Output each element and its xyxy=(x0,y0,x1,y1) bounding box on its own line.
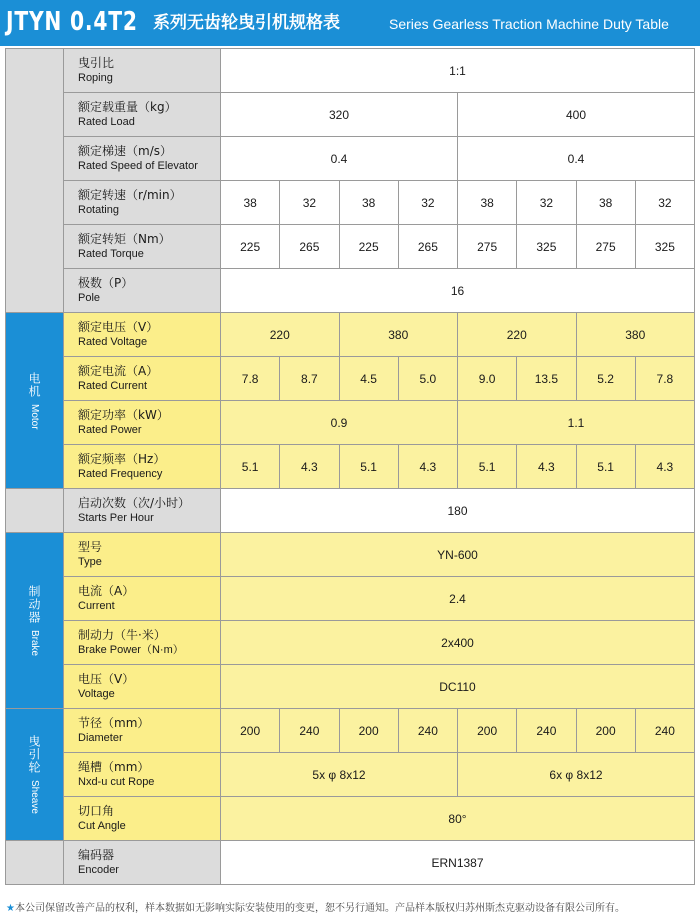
row-pole xyxy=(6,269,695,313)
row-rated-torque xyxy=(6,225,695,269)
row-label xyxy=(64,841,221,885)
value-cell: 5.1 xyxy=(221,445,280,489)
row-label xyxy=(64,49,221,93)
value-cell: 32 xyxy=(517,181,576,225)
value-cell: 200 xyxy=(576,709,635,753)
value-cell: 275 xyxy=(576,225,635,269)
value-cell: 4.3 xyxy=(280,445,339,489)
title-bar xyxy=(0,0,700,46)
value-cell: 7.8 xyxy=(635,357,694,401)
row-label xyxy=(64,93,221,137)
label-zh: 启动次数（次/小时） xyxy=(78,496,191,510)
section-label-zh: 电机 xyxy=(27,371,41,398)
section-blank xyxy=(6,841,64,885)
row-brake-power xyxy=(6,621,695,665)
footer-note xyxy=(6,899,696,914)
row-rope-grooves xyxy=(6,753,695,797)
value-cell: 380 xyxy=(339,313,458,357)
title-english: Series Gearless Traction Machine Duty Table xyxy=(389,16,669,32)
label-zh: 额定转矩（Nm） xyxy=(78,232,171,246)
value-cell: 400 xyxy=(458,93,695,137)
value-cell: 38 xyxy=(221,181,280,225)
value-cell: 4.3 xyxy=(517,445,576,489)
label-en: Voltage xyxy=(78,688,115,700)
label-zh: 额定梯速（m/s） xyxy=(78,144,172,158)
value-cell: 5.2 xyxy=(576,357,635,401)
value-cell: 32 xyxy=(280,181,339,225)
label-zh: 切口角 xyxy=(78,804,115,818)
footer-text: 本公司保留改善产品的权利，样本数据如无影响实际安装使用的变更，恕不另行通知。产品样本版权归苏州斯杰克驱动设备有限公司所有。 xyxy=(14,903,625,914)
value-cell: 1:1 xyxy=(221,49,695,93)
value-cell: 4.5 xyxy=(339,357,398,401)
value-cell: 0.4 xyxy=(221,137,458,181)
row-label xyxy=(64,753,221,797)
label-en: Brake Power（N·m） xyxy=(78,644,184,656)
label-zh: 额定载重量（kg） xyxy=(78,100,177,114)
row-rated-power xyxy=(6,401,695,445)
label-en: Current xyxy=(78,600,115,612)
value-cell: 32 xyxy=(635,181,694,225)
value-cell: 80° xyxy=(221,797,695,841)
label-en: Encoder xyxy=(78,864,119,876)
row-label xyxy=(64,489,221,533)
value-cell: 4.3 xyxy=(398,445,457,489)
value-cell: YN-600 xyxy=(221,533,695,577)
value-cell: 5.1 xyxy=(576,445,635,489)
label-en: Rated Torque xyxy=(78,248,144,260)
label-zh: 额定转速（r/min） xyxy=(78,188,182,202)
value-cell: 325 xyxy=(517,225,576,269)
row-cut-angle xyxy=(6,797,695,841)
label-zh: 电流（A） xyxy=(78,584,135,598)
value-cell: 5x φ 8x12 xyxy=(221,753,458,797)
value-cell: 325 xyxy=(635,225,694,269)
row-label xyxy=(64,137,221,181)
label-en: Cut Angle xyxy=(78,820,126,832)
value-cell: 200 xyxy=(339,709,398,753)
section-label-en: Brake xyxy=(29,629,40,657)
label-en: Rated Voltage xyxy=(78,336,148,348)
value-cell: 265 xyxy=(398,225,457,269)
label-zh: 额定电压（V） xyxy=(78,320,159,334)
value-cell: 225 xyxy=(339,225,398,269)
label-zh: 电压（V） xyxy=(78,672,135,686)
row-rated-load xyxy=(6,93,695,137)
label-en: Rated Power xyxy=(78,424,142,436)
value-cell: DC110 xyxy=(221,665,695,709)
row-label xyxy=(64,577,221,621)
value-cell: 240 xyxy=(517,709,576,753)
section-motor xyxy=(6,313,64,489)
section-label-en: Sheave xyxy=(29,780,40,814)
row-brake-current xyxy=(6,577,695,621)
label-en: Nxd-u cut Rope xyxy=(78,776,155,788)
row-brake-voltage xyxy=(6,665,695,709)
label-en: Rated Current xyxy=(78,380,148,392)
row-label xyxy=(64,709,221,753)
value-cell: 200 xyxy=(458,709,517,753)
value-cell: 240 xyxy=(398,709,457,753)
row-rated-frequency xyxy=(6,445,695,489)
label-en: Roping xyxy=(78,72,113,84)
row-label xyxy=(64,797,221,841)
label-zh: 额定频率（Hz） xyxy=(78,452,166,466)
row-label xyxy=(64,665,221,709)
row-rated-voltage xyxy=(6,313,695,357)
row-rated-speed xyxy=(6,137,695,181)
row-roping xyxy=(6,49,695,93)
label-en: Rated Frequency xyxy=(78,468,163,480)
label-en: Starts Per Hour xyxy=(78,512,154,524)
label-zh: 节径（mm） xyxy=(78,716,150,730)
label-zh: 编码器 xyxy=(78,848,115,862)
row-label xyxy=(64,313,221,357)
value-cell: 5.1 xyxy=(339,445,398,489)
section-brake xyxy=(6,533,64,709)
section-label-en: Motor xyxy=(29,403,40,430)
value-cell: 9.0 xyxy=(458,357,517,401)
value-cell: 38 xyxy=(576,181,635,225)
section-blank xyxy=(6,49,64,313)
label-zh: 型号 xyxy=(78,540,103,554)
label-zh: 额定功率（kW） xyxy=(78,408,169,422)
label-zh: 额定电流（A） xyxy=(78,364,159,378)
row-rotating xyxy=(6,181,695,225)
row-encoder xyxy=(6,841,695,885)
row-label xyxy=(64,225,221,269)
value-cell: 240 xyxy=(635,709,694,753)
row-label xyxy=(64,269,221,313)
value-cell: 1.1 xyxy=(458,401,695,445)
value-cell: 7.8 xyxy=(221,357,280,401)
label-en: Rotating xyxy=(78,204,119,216)
label-en: Rated Load xyxy=(78,116,135,128)
star-icon: ★ xyxy=(6,903,15,914)
label-en: Type xyxy=(78,556,102,568)
value-cell: 0.4 xyxy=(458,137,695,181)
row-brake-type xyxy=(6,533,695,577)
row-label xyxy=(64,621,221,665)
label-zh: 极数（P） xyxy=(78,276,134,290)
value-cell: 240 xyxy=(280,709,339,753)
label-en: Pole xyxy=(78,292,101,304)
value-cell: 180 xyxy=(221,489,695,533)
label-zh: 制动力（牛·米） xyxy=(78,628,166,642)
value-cell: 2.4 xyxy=(221,577,695,621)
value-cell: 38 xyxy=(458,181,517,225)
value-cell: 5.1 xyxy=(458,445,517,489)
value-cell: 4.3 xyxy=(635,445,694,489)
value-cell: 220 xyxy=(458,313,577,357)
row-label xyxy=(64,181,221,225)
value-cell: 32 xyxy=(398,181,457,225)
row-rated-current xyxy=(6,357,695,401)
section-label-zh: 曳引轮 xyxy=(27,735,41,775)
label-en: Rated Speed of Elevator xyxy=(78,160,198,172)
spec-table-body xyxy=(6,49,695,885)
section-label-zh: 制动器 xyxy=(27,584,41,624)
row-diameter xyxy=(6,709,695,753)
section-sheave xyxy=(6,709,64,841)
value-cell: 275 xyxy=(458,225,517,269)
row-starts-per-hour xyxy=(6,489,695,533)
model-name: JTYN 0.4T2 xyxy=(6,7,138,37)
value-cell: 265 xyxy=(280,225,339,269)
value-cell: 220 xyxy=(221,313,340,357)
value-cell: 5.0 xyxy=(398,357,457,401)
row-label xyxy=(64,401,221,445)
value-cell: ERN1387 xyxy=(221,841,695,885)
title-chinese: 系列无齿轮曳引机规格表 xyxy=(153,13,340,33)
value-cell: 13.5 xyxy=(517,357,576,401)
value-cell: 8.7 xyxy=(280,357,339,401)
row-label xyxy=(64,533,221,577)
value-cell: 38 xyxy=(339,181,398,225)
value-cell: 0.9 xyxy=(221,401,458,445)
value-cell: 320 xyxy=(221,93,458,137)
value-cell: 200 xyxy=(221,709,280,753)
label-zh: 曳引比 xyxy=(78,56,115,70)
row-label xyxy=(64,357,221,401)
spec-table xyxy=(5,48,695,885)
section-blank xyxy=(6,489,64,533)
value-cell: 16 xyxy=(221,269,695,313)
value-cell: 2x400 xyxy=(221,621,695,665)
label-en: Diameter xyxy=(78,732,123,744)
label-zh: 绳槽（mm） xyxy=(78,760,150,774)
value-cell: 6x φ 8x12 xyxy=(458,753,695,797)
row-label xyxy=(64,445,221,489)
value-cell: 225 xyxy=(221,225,280,269)
value-cell: 380 xyxy=(576,313,695,357)
